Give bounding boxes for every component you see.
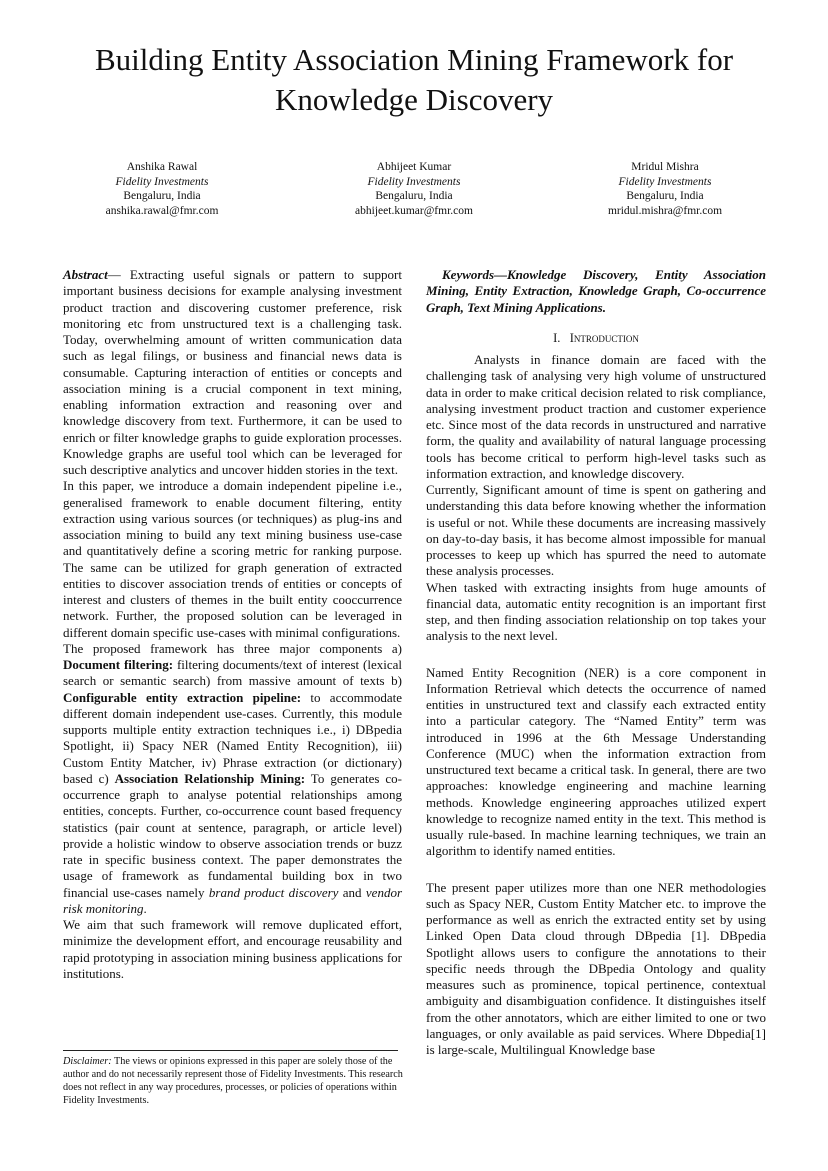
right-column: [426, 267, 766, 1058]
abstract-paragraph-2: In this paper, we introduce a domain independent pipeline i.e., generalised framework to enable document filtering, entity extraction using various sources (or techniques) as plug-ins and association mining to build any text mining business use-case and quantitatively define a scoring metric for ranking purpose. The same can be utilized for graph generation of extracted entities to discover association trends of entities or concepts of interest and clusters of themes in the built entity cooccurrence network. Further, the proposed solution can be leveraged in different domain specific use-cases with minimal configurations.: [63, 478, 402, 640]
left-column: [63, 267, 402, 982]
abstract-label: Abstract: [63, 267, 108, 282]
abstract-text-1: Extracting useful signals or pattern to support important business decisions for example analysing investment product traction and discovering customer preference, risk monitoring etc from unstructured text is a challenging task. Today, overwhelming amount of written communication data such as legal filings, or business and financial news data is consumable. Capturing interaction of entities or concepts and association mining is a crucial component in text mining, enabling information extraction and reasoning over and knowledge discovery from text. Furthermore, it can be used to enrich or filter knowledge graphs to guide exploration processes. Knowledge graphs are useful tool which can be leveraged for such descriptive analytics and uncover hidden stories in the text.: [63, 267, 402, 477]
abstract-paragraph-3: [63, 641, 402, 917]
author-email: mridul.mishra@fmr.com: [607, 204, 723, 217]
intro-paragraph-4: Named Entity Recognition (NER) is a core component in Information Retrieval which detects the occurrence of named entities in unstructured text and classify each extracted entity into a particular category. The “Named Entity” term was introduced in 1996 at the 6th Message Understanding Conference (MUC) when the information extraction from unstructured text became a critical task. In general, there are two approaches: knowledge engineering and machine learning methods. Knowledge engineering approaches utilized expert knowledge to recognize named entity in the text. This method is usually rule-based. In machine learning techniques, we train an algorithm to identify named entities.: [426, 664, 766, 859]
abstract-text: The proposed framework has three major components a): [63, 640, 402, 656]
author-name: Abhijeet Kumar: [376, 161, 452, 173]
paper-title: Building Entity Association Mining Framework for Knowledge Discovery: [94, 42, 734, 117]
section-title: Introduction: [569, 330, 639, 345]
abstract-text: .: [143, 900, 147, 916]
author-email: anshika.rawal@fmr.com: [105, 204, 219, 217]
component-entity-extraction: Configurable entity extraction pipeline:: [63, 689, 302, 705]
intro-paragraph-2: Currently, Significant amount of time is spent on gathering and understanding this data before knowing whether the information is useful or not. While these documents are increasing massively on day-to-day basis, it has become almost impossible for manual processes to keep up which has spurred the need to automate these analysis processes.: [426, 482, 766, 579]
component-association-mining: Association Relationship Mining:: [114, 770, 306, 786]
keywords: Keywords—Knowledge Discovery, Entity Association Mining, Entity Extraction, Knowledge Graph, Co-occurrence Graph, Text Mining Applications.: [426, 267, 766, 315]
disclaimer-label: Disclaimer:: [63, 1056, 112, 1067]
abstract-text: to accommodate different domain independent use-cases. Currently, this module supports multiple entity extraction techniques i.e., i) DBpedia Spotlight, ii) Spacy NER (Named Entity Recognition), iii) Custom Entity Matcher, iv) Phrase extraction (or dictionary) based c): [63, 689, 402, 786]
author-affiliation: Fidelity Investments: [618, 175, 712, 188]
footnote-rule: [63, 1050, 398, 1051]
abstract-paragraph-1: [63, 267, 402, 478]
intro-paragraph-3: When tasked with extracting insights from huge amounts of financial data, automatic entity recognition is an important first step, and then finding association relationship on top takes your analysis to the next level.: [426, 579, 766, 644]
intro-paragraph-5: The present paper utilizes more than one NER methodologies such as Spacy NER, Custom Entity Matcher etc. to improve the performance as well as enrich the extracted entity set by using Linked Open Data cloud through DBpedia [1]. DBpedia Spotlight allows users to configure the annotations to their specific needs through the DBpedia Ontology and quality measures such as prominence, topical pertinence, contextual ambiguity and disambiguation confidence. It distinguishes itself from the other annotators, which are either limited to one or two languages, or only available as paid services. Where Dbpedia[1] is large-scale, Multilingual Knowledge base: [426, 879, 766, 1057]
author-location: Bengaluru, India: [626, 190, 704, 202]
author-block-1: [52, 160, 272, 218]
author-affiliation: Fidelity Investments: [367, 175, 461, 188]
section-heading: [426, 330, 766, 346]
author-location: Bengaluru, India: [123, 190, 201, 202]
author-name: Mridul Mishra: [631, 161, 699, 173]
disclaimer-text: The views or opinions expressed in this paper are solely those of the author and do not necessarily represent those of Fidelity Investments. This research does not reflect in any way procedures, processes, or policies of operations within Fidelity Investments.: [63, 1056, 403, 1106]
abstract-paragraph-4: We aim that such framework will remove duplicated effort, minimize the development effort, and encourage reusability and rapid prototyping in association mining business applications for institutions.: [63, 917, 402, 981]
use-case-brand: brand product discovery: [208, 884, 339, 900]
intro-paragraph-1: Analysts in finance domain are faced with the challenging task of analysing very high volume of unstructured data in order to make critical decision related to risk compliance, analysing investment product traction and customer experience etc. Since most of the data records in unstructured and narrative form, the quality and availability of natural language processing tools has become critical to perform high-level tasks such as information extraction, and knowledge discovery.: [426, 352, 766, 481]
abstract-text: To generates co-occurrence graph to analyse potential relationships among entities, concepts. Further, co-occurrence count based frequency statistics (pair count at sentence, paragraph, or article level) provide a holistic window to observe association trends or buzz rate in specific business context. The paper demonstrates the usage of framework as fundamental building box in two financial use-cases namely: [63, 770, 402, 900]
section-number: I.: [553, 330, 561, 345]
author-email: abhijeet.kumar@fmr.com: [355, 204, 473, 217]
author-name: Anshika Rawal: [126, 161, 198, 173]
component-document-filtering: Document filtering:: [63, 657, 174, 672]
author-location: Bengaluru, India: [375, 190, 453, 202]
use-case-vendor: vendor risk monitoring: [63, 884, 403, 916]
disclaimer: [63, 1055, 403, 1107]
author-affiliation: Fidelity Investments: [115, 175, 209, 188]
author-block-2: [304, 160, 524, 218]
author-block-3: [555, 160, 775, 218]
abstract-text: filtering documents/text of interest (lexical search or semantic search) from massive amount of texts b): [63, 657, 403, 689]
abstract-text: and: [338, 884, 366, 900]
abstract-dash: —: [107, 267, 121, 282]
